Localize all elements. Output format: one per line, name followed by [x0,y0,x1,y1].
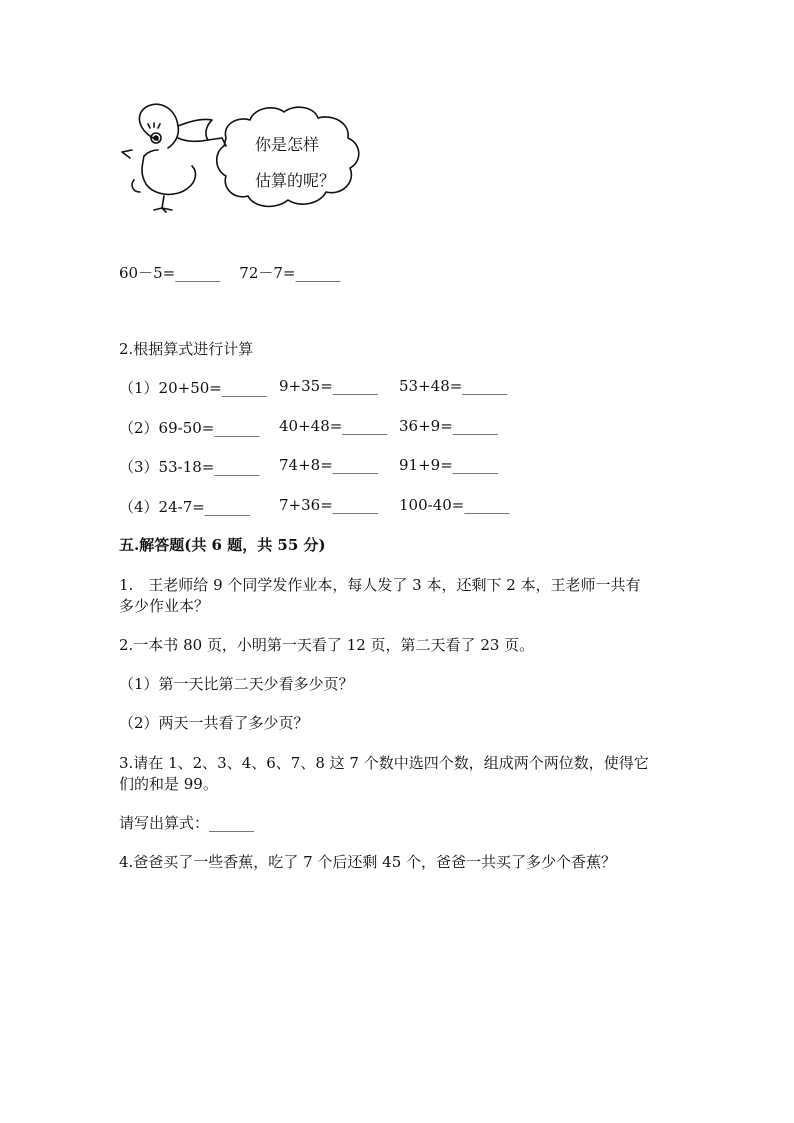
q2-row-4-col-3: 100-40=______ [399,496,510,514]
q2-row-2-col-3: 36+9=______ [399,417,498,435]
problem-2-sub-1: （1）第一天比第二天少看多少页？ [119,675,354,693]
q2-row-4-col-2: 7+36=______ [279,496,378,514]
q2-row-1-col-2: 9+35=______ [279,377,378,395]
problem-2-sub-2: （2）两天一共看了多少页？ [119,714,309,732]
problem-3-line-2: 们的和是 99。 [119,775,218,793]
q2-row-1-col-1: （1）20+50=______ [119,379,267,397]
problem-3-line-1: 3.请在 1、2、3、4、6、7、8 这 7 个数中选四个数，组成两个两位数，使得它 [119,754,649,772]
estimate-equations: 60－5=______ 72－7=______ [119,264,341,282]
problem-1-line-2: 多少作业本？ [119,597,210,615]
problem-2-stem: 2.一本书 80 页，小明第一天看了 12 页，第二天看了 23 页。 [119,636,535,654]
q2-title: 2.根据算式进行计算 [119,340,254,358]
problem-3-prompt: 请写出算式：______ [119,814,255,832]
q2-row-3-col-2: 74+8=______ [279,456,378,474]
q2-row-2-col-2: 40+48=______ [279,417,388,435]
bubble-line-2: 估算的呢？ [255,171,336,190]
duck-illustration [118,100,368,218]
q2-row-3-col-1: （3）53-18=______ [119,458,260,476]
q2-row-1-col-3: 53+48=______ [399,377,508,395]
problem-4: 4.爸爸买了一些香蕉，吃了 7 个后还剩 45 个，爸爸一共买了多少个香蕉？ [119,853,617,871]
q2-row-3-col-3: 91+9=______ [399,456,498,474]
section-5-heading: 五.解答题(共 6 题，共 55 分) [119,536,326,554]
duck-drawing [118,100,368,218]
q2-row-4-col-1: （4）24-7=______ [119,498,250,516]
q2-row-2-col-1: （2）69-50=______ [119,419,260,437]
problem-1-line-1: 1. 王老师给 9 个同学发作业本，每人发了 3 本，还剩下 2 本，王老师一共有 [119,576,641,594]
bubble-line-1: 你是怎样 [255,135,320,154]
